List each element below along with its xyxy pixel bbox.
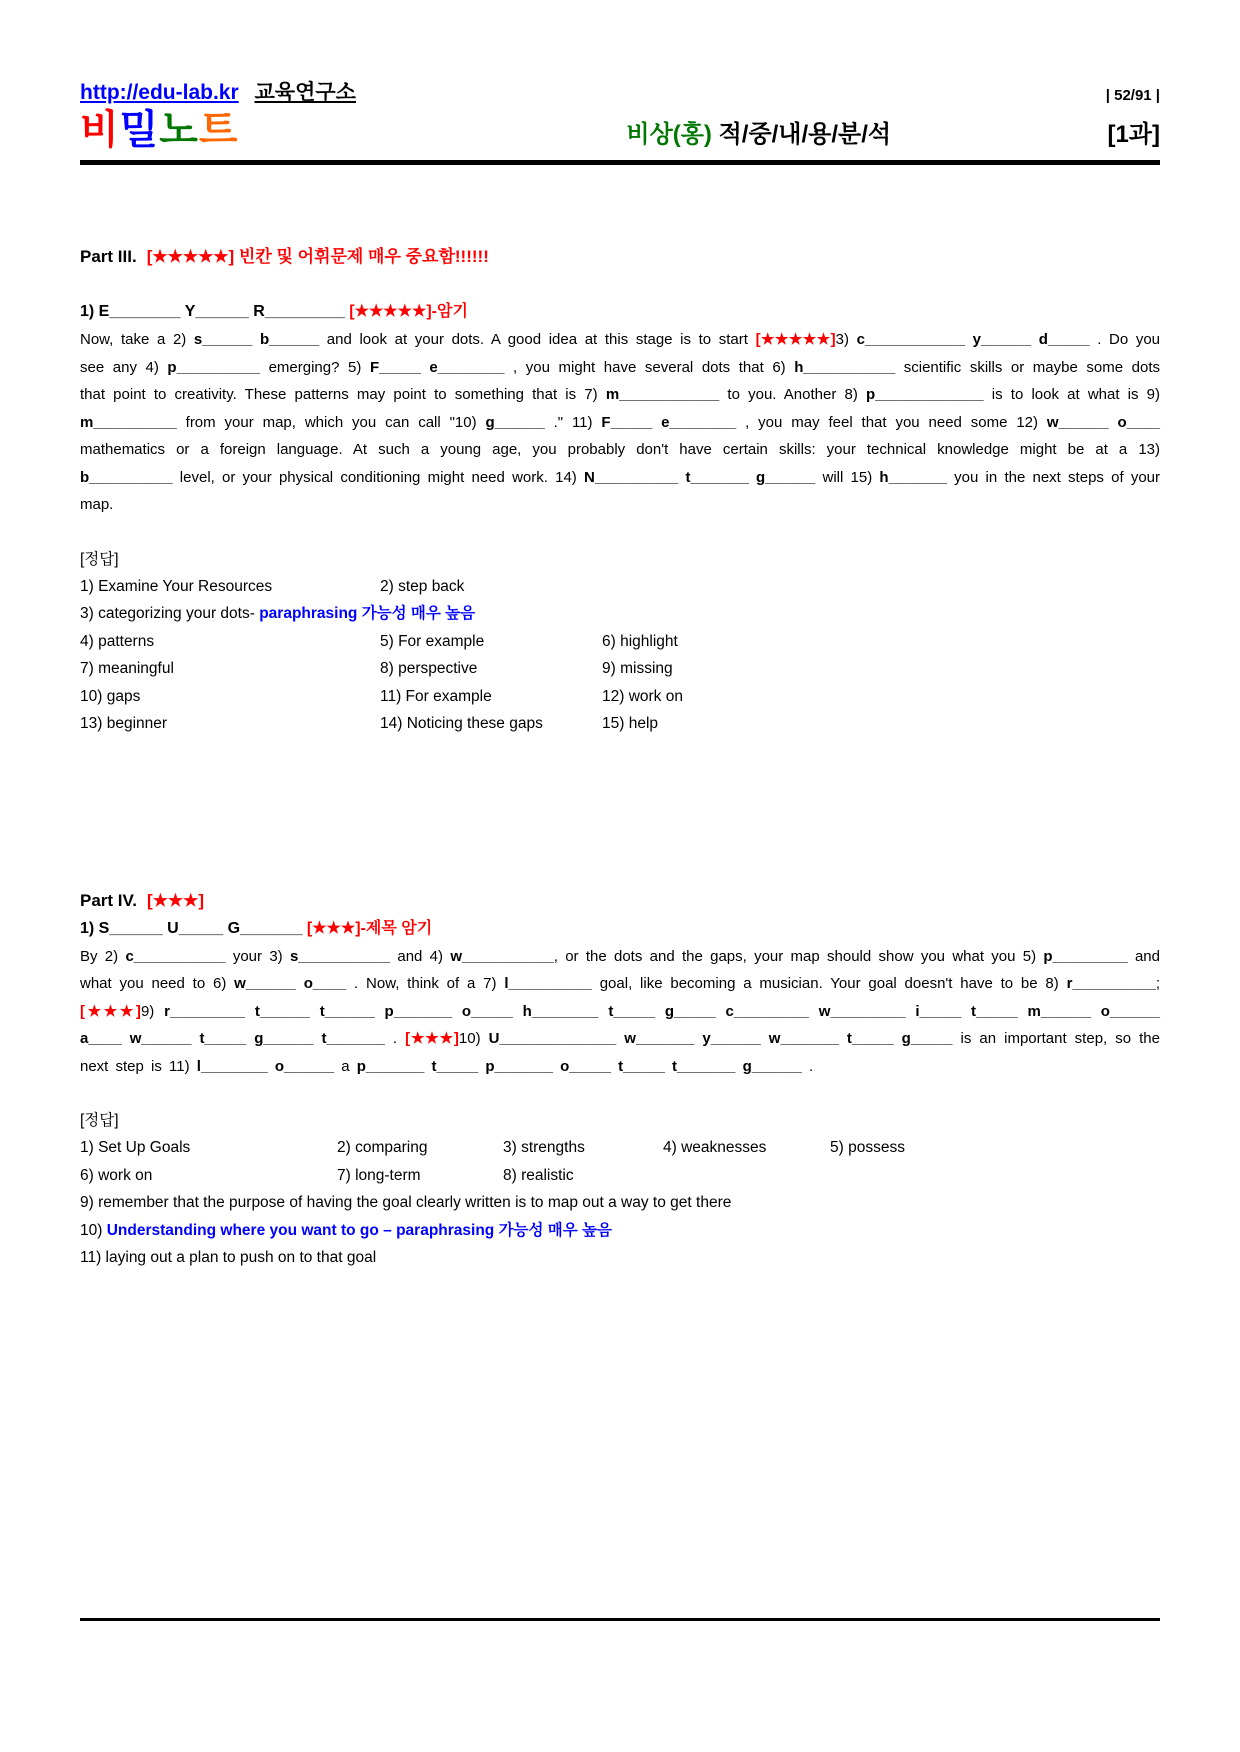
part3-passage <box>80 326 1160 519</box>
text-run: p_______ t_____ p_______ o_____ t_____ t_______ g______ <box>356 1057 802 1075</box>
part3-title <box>80 242 1160 267</box>
text-run: w___________ <box>450 947 554 965</box>
text-run: By 2) <box>80 947 126 965</box>
answer-row <box>80 573 1160 601</box>
text-run: is an important step, so the next step is 11) <box>80 1030 1160 1075</box>
answer-cell <box>337 1162 503 1190</box>
answer-cell <box>80 1134 337 1162</box>
part3-answers-grid <box>80 573 1160 738</box>
text-run: 7) meaningful <box>80 660 174 677</box>
answer-cell <box>602 683 683 711</box>
text-run: and what you need to 6) <box>80 947 1160 992</box>
answer-row <box>80 1162 1160 1190</box>
text-run: l________ o______ <box>196 1057 335 1075</box>
text-run: , you might have several dots that 6) <box>504 358 795 376</box>
part3-title-black: Part III. <box>80 247 137 266</box>
text-run: . Now, think of a 7) <box>346 975 505 992</box>
text-run: [★★★]-제목 암기 <box>306 919 433 937</box>
part4-answers-grid <box>80 1134 1160 1272</box>
part4-section <box>80 891 1160 1272</box>
answer-row <box>80 628 1160 656</box>
text-run: 11) For example <box>380 687 492 705</box>
answer-cell <box>380 573 602 601</box>
text-run: and 4) <box>390 947 451 965</box>
answer-cell <box>663 1134 830 1162</box>
text-run: and look at your dots. A good idea at this stage is to start <box>319 331 756 348</box>
text-run: scientific skills or maybe some dots that point to creativity. These patterns may point to something that is 7) <box>80 358 1160 403</box>
text-run: h_______ <box>879 468 947 486</box>
text-run: b__________ <box>80 468 173 486</box>
text-run: ." 11) <box>544 413 602 431</box>
text-run: your 3) <box>225 947 290 965</box>
text-run: 1) S______ U_____ G_______ <box>80 919 307 937</box>
answer-row <box>80 1189 1160 1217</box>
text-run: paraphrasing 가능성 매우 높음 <box>259 605 476 622</box>
text-run: h___________ <box>794 358 896 376</box>
text-run: 2) step back <box>380 577 465 595</box>
text-run: l__________ <box>504 975 592 992</box>
text-run: r_________ t______ t______ p_______ o_____ h________ t_____ g_____ c_________ w_________ i_____ t_____ m______ o______ a____ w______ t_____ g______ t_______ <box>80 1002 1160 1047</box>
text-run: c___________ <box>125 947 226 965</box>
doc-title-black: 적/중/내/용/분/석 <box>711 121 892 148</box>
text-run: p_________ <box>1043 947 1128 965</box>
answer-cell <box>503 1134 663 1162</box>
part4-passage <box>80 943 1160 1081</box>
text-run: to you. Another 8) <box>719 386 866 403</box>
text-run: 1) Examine Your Resources <box>80 577 273 595</box>
answer-row <box>80 655 1160 683</box>
text-run: 9) remember that the purpose of having the goal clearly written is to map out a way to get there <box>80 1194 732 1211</box>
text-run: 14) Noticing these gaps <box>380 715 543 732</box>
brand-char: 밀 <box>119 108 160 152</box>
text-run: , or the dots and the gaps, your map should show you what you 5) <box>553 947 1044 965</box>
text-run: 10) gaps <box>80 687 141 705</box>
site-title <box>80 76 356 106</box>
text-run: , you may feel that you need some 12) <box>736 413 1047 431</box>
site-url-link[interactable]: http://edu-lab.kr <box>80 81 239 104</box>
text-run: 1) Set Up Goals <box>80 1139 191 1156</box>
text-run: 6) highlight <box>602 632 678 650</box>
site-org-label: 교육연구소 <box>254 81 356 104</box>
part3-title-red: [★★★★★] 빈칸 및 어휘문제 매우 중요함!!!!!! <box>146 247 489 266</box>
answer-cell <box>80 1189 731 1217</box>
text-run: g______ <box>485 413 545 431</box>
text-run: [★★★★★] <box>755 331 836 348</box>
doc-title-green: 비상(홍) <box>626 121 712 148</box>
text-run: 4) weaknesses <box>663 1139 767 1156</box>
text-run: . <box>384 1030 406 1047</box>
text-run: U______________ w_______ y______ w_______ t_____ g_____ <box>488 1030 953 1047</box>
text-run: 3) categorizing your dots- <box>80 605 260 622</box>
page-header <box>80 0 1160 160</box>
text-run: 4) patterns <box>80 632 155 650</box>
header-title-row <box>80 110 1160 160</box>
answer-row <box>80 683 1160 711</box>
text-run: [★★★★★]-암기 <box>349 303 468 320</box>
part4-title-black: Part IV. <box>80 890 138 910</box>
part4-answers-label: [정답] <box>80 1112 119 1129</box>
text-run: goal, like becoming a musician. Your goal doesn't have to be 8) <box>591 975 1067 992</box>
text-run: p_____________ <box>866 386 984 403</box>
text-run: s______ b______ <box>193 331 320 348</box>
text-run: p__________ <box>167 358 261 376</box>
text-run: 1) E________ Y______ R_________ <box>80 303 350 320</box>
answer-cell <box>80 655 380 683</box>
text-run: c____________ y______ d_____ <box>856 331 1090 348</box>
lesson-badge: [1과] <box>1107 121 1160 148</box>
text-run: r__________ <box>1066 975 1156 992</box>
answer-row <box>80 1217 1160 1245</box>
doc-title <box>410 123 1107 150</box>
text-run: N__________ t_______ g______ <box>584 468 816 486</box>
answer-row <box>80 710 1160 738</box>
text-run: mathematics or a foreign language. At such a young age, you probably don't have certain skills: your technical knowledge might be at a 13) <box>80 441 1160 458</box>
text-run: 3) strengths <box>503 1139 585 1156</box>
part3-section <box>80 242 1160 738</box>
text-run: 3) <box>835 331 857 348</box>
text-run: 8) realistic <box>503 1166 574 1184</box>
part3-question-heading <box>80 298 1160 325</box>
answer-cell <box>380 683 602 711</box>
text-run: . Do you see any 4) <box>80 331 1161 376</box>
text-run: 2) comparing <box>337 1139 428 1156</box>
text-run: level, or your physical conditioning might need work. 14) <box>172 468 584 486</box>
text-run: 11) laying out a plan to push on to that goal <box>80 1249 377 1266</box>
header-top-row <box>80 0 1160 106</box>
brand-logo <box>80 110 410 150</box>
answer-cell <box>602 655 673 683</box>
text-run: is to look at what is 9) <box>983 386 1160 403</box>
text-run: 10) <box>458 1030 489 1047</box>
text-run: 8) perspective <box>380 660 478 677</box>
part4-title <box>80 891 1160 911</box>
answer-row <box>80 1244 1160 1272</box>
text-run: 9) missing <box>602 660 673 677</box>
answer-row <box>80 600 1160 628</box>
answer-cell <box>80 573 380 601</box>
text-run: 13) beginner <box>80 715 168 732</box>
text-run: 5) possess <box>830 1139 905 1156</box>
text-run: . <box>801 1057 814 1075</box>
answer-cell <box>380 710 602 738</box>
text-run: w______ o____ <box>1046 413 1161 431</box>
text-run: [★★★] <box>80 1002 141 1020</box>
brand-char: 트 <box>198 108 239 152</box>
brand-char: 비 <box>80 108 120 152</box>
text-run: will 15) <box>815 468 880 486</box>
answer-cell <box>380 655 602 683</box>
text-run: from your map, which you can call "10) <box>176 413 486 431</box>
answer-cell <box>380 628 602 656</box>
text-run: 12) work on <box>602 687 683 705</box>
text-run: F_____ e________ <box>601 413 737 431</box>
text-run: 9) <box>140 1002 165 1020</box>
answer-cell <box>80 1244 376 1272</box>
answer-row <box>80 1134 1160 1162</box>
text-run: a <box>334 1057 357 1075</box>
text-run: F_____ e________ <box>369 358 505 376</box>
answer-cell <box>337 1134 503 1162</box>
text-run: [★★★] <box>405 1030 459 1047</box>
text-run: 6) work on <box>80 1166 153 1184</box>
answer-cell <box>80 600 475 628</box>
answer-cell <box>80 1162 337 1190</box>
answer-cell <box>602 628 678 656</box>
text-run: 10) <box>80 1221 107 1239</box>
answer-cell <box>80 628 380 656</box>
text-run: Now, take a 2) <box>80 331 194 348</box>
text-run: s___________ <box>289 947 391 965</box>
text-run: 7) long-term <box>337 1166 421 1184</box>
text-run: m____________ <box>605 386 720 403</box>
text-run: ; <box>1155 975 1161 992</box>
answer-cell <box>503 1162 663 1190</box>
text-run: you in the next steps of your map. <box>80 468 1161 513</box>
footer-divider <box>80 1618 1160 1621</box>
text-run: 15) help <box>602 715 659 732</box>
text-run: m__________ <box>80 413 177 431</box>
answer-cell <box>80 710 380 738</box>
page-indicator: | 52/91 | <box>1105 87 1160 104</box>
text-run: 5) For example <box>380 632 485 650</box>
answer-cell <box>602 710 658 738</box>
header-divider <box>80 160 1160 165</box>
text-run: w______ o____ <box>234 975 347 992</box>
text-run: Understanding where you want to go – paraphrasing 가능성 매우 높음 <box>106 1221 612 1239</box>
part4-question-heading <box>80 915 1160 942</box>
part3-answers-label: [정답] <box>80 550 119 568</box>
part4-title-red: [★★★] <box>147 890 205 910</box>
answer-cell <box>830 1134 905 1162</box>
answer-cell <box>80 683 380 711</box>
text-run: emerging? 5) <box>260 358 370 376</box>
brand-char: 노 <box>159 108 199 152</box>
answer-cell <box>80 1217 612 1245</box>
